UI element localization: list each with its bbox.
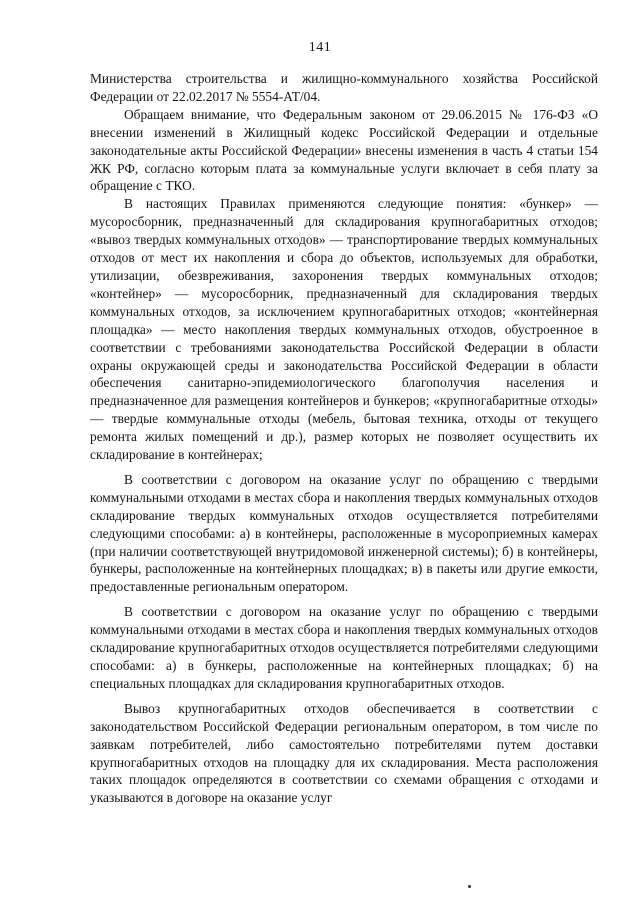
paragraph-definitions: В настоящих Правилах применяются следующие понятия: «бункер» — мусоросборник, предназначенный для складирования крупногабаритных отходов; «вывоз твердых коммунальных отходов» — транспортирование твердых коммунальных отходов от мест их накопления и сбора до объектов, используемых для обработки, утилизации, обезвреживания, захоронения твердых коммунальных отходов; «контейнер» — мусоросборник, предназначенный для складирования твердых коммунальных отходов, за исключением крупногабаритных отходов; «контейнерная площадка» — место накопления твердых коммунальных отходов, обустроенное в соответствии с требованиями законодательства Российской Федерации в области охраны окружающей среды и законодательства Российской Федерации в области обеспечения санитарно-эпидемиологического благополучия населения и предназначенное для размещения контейнеров и бункеров; «крупногабаритные отходы» — твердые коммунальные отходы (мебель, бытовая техника, отходы от текущего ремонта жилых помещений и др.), размер которых не позволяет осуществить их складирование в контейнерах;	[90, 196, 598, 463]
paragraph-continuation: Министерства строительства и жилищно-коммунального хозяйства Российской Федерации от 22.02.2017 № 5554-АТ/04.	[90, 71, 598, 104]
paragraph-federal-law: Обращаем внимание, что Федеральным законом от 29.06.2015 № 176-ФЗ «О внесении изменений в Жилищный кодекс Российской Федерации и отдельные законодательные акты Российской Федерации» внесены изменения в часть 4 статьи 154 ЖК РФ, согласно которым плата за коммунальные услуги включает в себя плату за обращение с ТКО.	[90, 106, 598, 194]
scan-speck	[468, 885, 471, 888]
paragraph-tko-storage: В соответствии с договором на оказание услуг по обращению с твердыми коммунальными отходами в местах сбора и накопления твердых коммунальных отходов складирование твердых коммунальных отходов осуществляется потребителями следующими способами: а) в контейнеры, расположенные в мусороприемных камерах (при наличии соответствующей внутридомовой инженерной системы); б) в контейнеры, бункеры, расположенные на контейнерных площадках; в) в пакеты или другие емкости, предоставленные региональным оператором.	[90, 471, 598, 595]
paragraph-bulky-removal: Вывоз крупногабаритных отходов обеспечивается в соответствии с законодательством Российской Федерации региональным оператором, в том числе по заявкам потребителей, либо самостоятельно потребителями путем доставки крупногабаритных отходов на площадку для их складирования. Места расположения таких площадок определяются в соответствии со схемами обращения с отходами и указываются в договоре на оказание услуг	[90, 700, 598, 806]
page-number: 141	[308, 40, 332, 55]
document-body	[90, 70, 598, 807]
paragraph-bulky-storage: В соответствии с договором на оказание услуг по обращению с твердыми коммунальными отходами в местах сбора и накопления твердых коммунальных отходов складирование крупногабаритных отходов осуществляется потребителями следующими способами: а) в бункеры, расположенные на контейнерных площадках; б) на специальных площадках для складирования крупногабаритных отходов.	[90, 604, 598, 691]
